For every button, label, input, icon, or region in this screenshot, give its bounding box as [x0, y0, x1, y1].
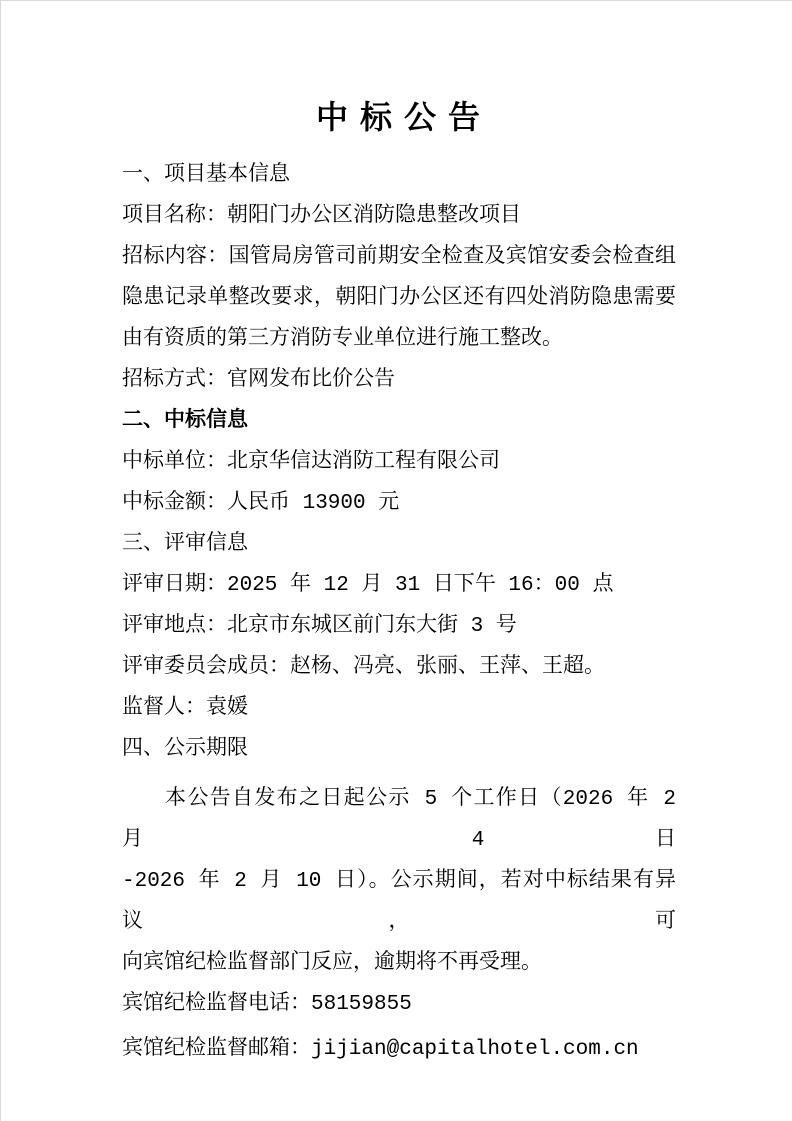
tender-content-line-1: 招标内容：国管局房管司前期安全检查及宾馆安委会检查组 — [122, 246, 676, 269]
publicity-notice-line-3: 向宾馆纪检监督部门反应，逾期将不再受理。 — [122, 952, 542, 975]
tender-content-line-2: 隐患记录单整改要求，朝阳门办公区还有四处消防隐患需要 — [122, 287, 676, 310]
award-amount-line: 中标金额：人民币 13900 元 — [122, 492, 400, 515]
supervisor-line: 监督人：袁媛 — [122, 697, 248, 720]
review-committee-line: 评审委员会成员：赵杨、冯亮、张丽、王萍、王超。 — [122, 656, 605, 679]
document-title: 中 标 公 告 — [315, 99, 482, 135]
publicity-notice-line-2: -2026 年 2 月 10 日）。公示期间，若对中标结果有异议，可 — [122, 870, 676, 934]
publicity-notice-line-1: 本公告自发布之日起公示 5 个工作日（2026 年 2 月 4 日 — [122, 788, 676, 852]
project-name-line: 项目名称：朝阳门办公区消防隐患整改项目 — [122, 205, 521, 228]
section-heading-project-info: 一、项目基本信息 — [122, 164, 290, 187]
tender-content-line-3: 由有资质的第三方消防专业单位进行施工整改。 — [122, 328, 563, 351]
document-content — [1, 1, 792, 1070]
review-date-line: 评审日期：2025 年 12 月 31 日下午 16：00 点 — [122, 574, 614, 597]
review-place-line: 评审地点：北京市东城区前门东大街 3 号 — [122, 615, 517, 638]
section-heading-publicity-period: 四、公示期限 — [122, 738, 248, 761]
section-heading-review-info: 三、评审信息 — [122, 533, 248, 556]
supervision-phone-line: 宾馆纪检监督电话：58159855 — [122, 993, 412, 1016]
award-winner-line: 中标单位：北京华信达消防工程有限公司 — [122, 451, 500, 474]
tender-method-line: 招标方式：官网发布比价公告 — [122, 369, 395, 392]
supervision-email-line: 宾馆纪检监督邮箱：jijian@capitalhotel.com.cn — [122, 1038, 639, 1061]
section-heading-award-info: 二、中标信息 — [122, 410, 248, 433]
